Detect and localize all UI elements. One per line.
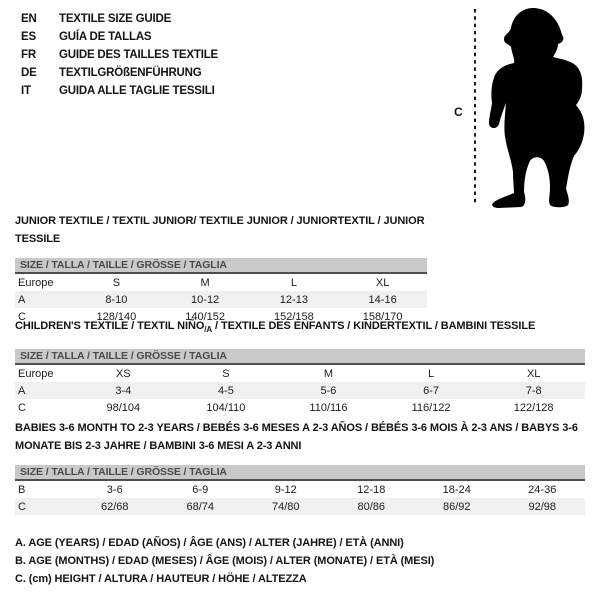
footnotes bbox=[15, 534, 434, 588]
row-label: C bbox=[18, 401, 26, 414]
language-row bbox=[21, 28, 218, 46]
cell-value: 3-6 bbox=[106, 483, 123, 496]
height-measure-label: C bbox=[454, 105, 463, 119]
figure-block bbox=[445, 2, 600, 214]
table-title-segment: JUNIOR TEXTILE / TEXTIL JUNIOR/ TEXTILE JUNIOR / JUNIORTEXTIL / JUNIOR TESSILE bbox=[15, 215, 425, 245]
cell-value: S bbox=[112, 276, 121, 289]
table-row bbox=[15, 365, 585, 382]
cell-value: M bbox=[323, 367, 334, 380]
language-row bbox=[21, 10, 218, 28]
cell-value: 12-13 bbox=[279, 293, 308, 306]
language-row bbox=[21, 46, 218, 64]
language-title: GUIDA ALLE TAGLIE TESSILI bbox=[59, 85, 215, 97]
language-title: TEXTILGRÖßENFÜHRUNG bbox=[59, 67, 202, 79]
cell-value: 86/92 bbox=[442, 500, 471, 513]
cell-value: 122/128 bbox=[513, 401, 554, 414]
row-label: A bbox=[18, 293, 26, 306]
row-label: C bbox=[18, 500, 26, 513]
cell-value: XL bbox=[375, 276, 390, 289]
language-code: ES bbox=[21, 31, 36, 43]
cell-value: 140/152 bbox=[185, 310, 225, 323]
language-row bbox=[21, 82, 218, 100]
cell-value: XL bbox=[526, 367, 541, 380]
cell-value: 5-6 bbox=[320, 384, 337, 397]
footnote-b: B. AGE (MONTHS) / EDAD (MESES) / ÂGE (MOIS) / ALTER (MONATE) / ETÀ (MESI) bbox=[15, 555, 435, 567]
row-label: C bbox=[18, 310, 26, 323]
row-label: Europe bbox=[18, 367, 54, 380]
language-title: TEXTILE SIZE GUIDE bbox=[59, 13, 172, 25]
cell-value: 12-18 bbox=[357, 483, 386, 496]
cell-value: 128/140 bbox=[96, 310, 137, 323]
language-code: IT bbox=[21, 85, 31, 97]
language-code: EN bbox=[21, 13, 37, 25]
footnote-c: C. (cm) HEIGHT / ALTURA / HAUTEUR / HÖHE / ALTEZZA bbox=[15, 573, 307, 585]
babies-textile-table bbox=[15, 419, 585, 515]
row-label: A bbox=[18, 384, 26, 397]
cell-value: 92/98 bbox=[528, 500, 557, 513]
language-code: DE bbox=[21, 67, 37, 79]
cell-value: 152/158 bbox=[273, 310, 314, 323]
cell-value: XS bbox=[115, 367, 131, 380]
table-row bbox=[15, 274, 427, 291]
cell-value: 104/110 bbox=[206, 401, 246, 414]
cell-value: 74/80 bbox=[271, 500, 300, 513]
table-row bbox=[15, 481, 585, 498]
table-title bbox=[15, 317, 585, 339]
language-title: GUÍA DE TALLAS bbox=[59, 31, 152, 43]
junior-textile-table bbox=[15, 212, 427, 325]
cell-value: 6-7 bbox=[423, 384, 440, 397]
cell-value: L bbox=[290, 276, 297, 289]
toddler-silhouette bbox=[445, 2, 600, 214]
table-row bbox=[15, 399, 585, 416]
cell-value: 10-12 bbox=[191, 293, 220, 306]
cell-value: 62/68 bbox=[100, 500, 129, 513]
cell-value: 98/104 bbox=[106, 401, 141, 414]
cell-value: 7-8 bbox=[525, 384, 542, 397]
table-title-segment: CHILDREN'S TEXTILE / TEXTIL NIÑO bbox=[15, 320, 205, 332]
cell-value: 9-12 bbox=[274, 483, 297, 496]
cell-value: S bbox=[222, 367, 230, 380]
table-title bbox=[15, 212, 427, 248]
table-title bbox=[15, 419, 585, 455]
cell-value: 80/86 bbox=[357, 500, 386, 513]
table-title-segment: / TEXTILE DES ENFANTS / KINDERTEXTIL / BAMBINI TESSILE bbox=[212, 320, 536, 332]
cell-value: 18-24 bbox=[442, 483, 471, 496]
size-header-bar: SIZE / TALLA / TAILLE / GRÖSSE / TAGLIA bbox=[15, 465, 585, 481]
language-code: FR bbox=[21, 49, 36, 61]
cell-value: 68/74 bbox=[186, 500, 215, 513]
cell-value: 4-5 bbox=[217, 384, 234, 397]
footnote-a: A. AGE (YEARS) / EDAD (AÑOS) / ÂGE (ANS) / ALTER (JAHRE) / ETÀ (ANNI) bbox=[15, 537, 404, 549]
table-row bbox=[15, 382, 585, 399]
table-title-segment: /A bbox=[204, 325, 213, 335]
cell-value: 8-10 bbox=[105, 293, 128, 306]
cell-value: 14-16 bbox=[368, 293, 397, 306]
cell-value: M bbox=[200, 276, 210, 289]
cell-value: 110/116 bbox=[309, 401, 348, 414]
cell-value: 158/170 bbox=[362, 310, 403, 323]
cell-value: 24-36 bbox=[528, 483, 557, 496]
toddler-silhouette-path bbox=[489, 8, 584, 208]
table-title-segment: BABIES 3-6 MONTH TO 2-3 YEARS / BEBÉS 3-6 MESES A 2-3 AÑOS / BÉBÉS 3-6 MOIS À 2-3 ANS / BABYS 3-6 MONATE BIS 2-3 JAHRE / BAMBINI 3-6 MESI A 2-3 ANNI bbox=[15, 422, 578, 452]
language-row bbox=[21, 64, 218, 82]
cell-value: 3-4 bbox=[115, 384, 132, 397]
cell-value: 116/122 bbox=[411, 401, 451, 414]
table-row bbox=[15, 498, 585, 515]
cell-value: L bbox=[428, 367, 435, 380]
cell-value: 6-9 bbox=[192, 483, 209, 496]
size-header-bar: SIZE / TALLA / TAILLE / GRÖSSE / TAGLIA bbox=[15, 349, 585, 365]
row-label: Europe bbox=[18, 276, 54, 289]
language-title: GUIDE DES TAILLES TEXTILE bbox=[59, 49, 218, 61]
table-row bbox=[15, 291, 427, 308]
size-header-bar: SIZE / TALLA / TAILLE / GRÖSSE / TAGLIA bbox=[15, 258, 427, 274]
childrens-textile-table bbox=[15, 317, 585, 416]
language-title-list bbox=[21, 10, 218, 100]
row-label: B bbox=[18, 483, 26, 496]
